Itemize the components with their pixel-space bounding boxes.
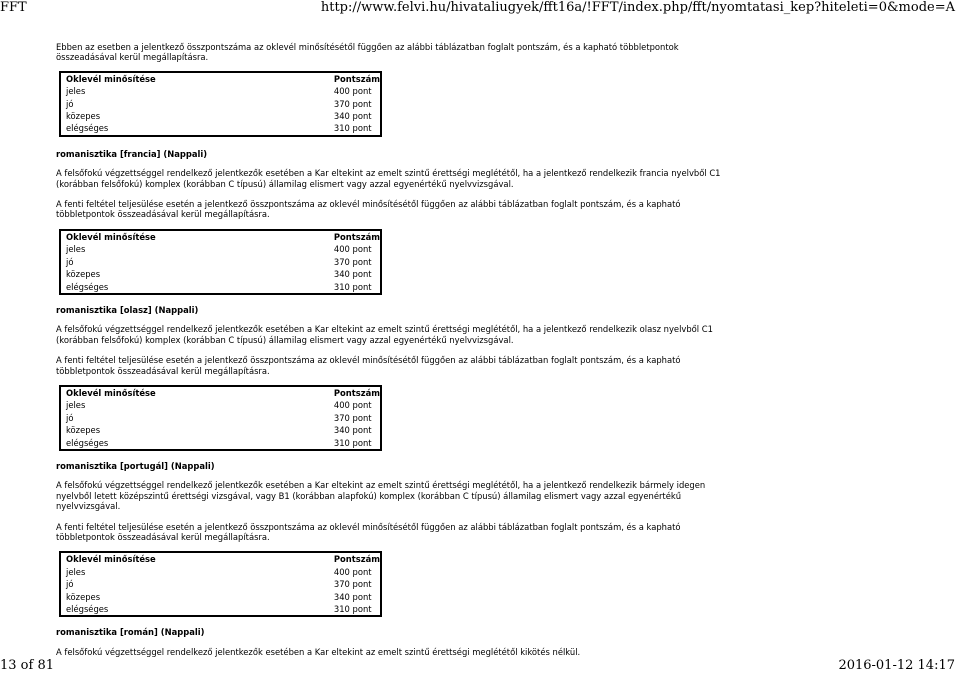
table-row (60, 110, 381, 122)
grade-column-header: Oklevél minősítése (66, 73, 156, 84)
section-paragraph-olasz-1: A felsőfokú végzettséggel rendelkező jelentkezők esetében a Kar eltekint az emelt szintű érettségi meglététől, ha a jelentkező rendelkezik olasz nyelvből C1 (korábban felsőfokú) komplex (korábban C típusú) államilag elismert vagy azzal egyenértékű nyelvvizsgával. (56, 324, 713, 345)
grade-cell: jeles (66, 244, 86, 255)
points-column-header: Pontszám (333, 387, 380, 398)
score-table-portugal (59, 551, 382, 617)
points-cell: 370 pont (333, 579, 372, 590)
grade-cell: elégséges (66, 123, 109, 134)
table-row (60, 603, 381, 616)
points-cell: 340 pont (333, 269, 372, 280)
page-number: 13 of 81 (0, 658, 54, 673)
grade-cell: jeles (66, 86, 86, 97)
points-cell: 400 pont (333, 86, 372, 97)
table-header-row (60, 552, 381, 565)
points-cell: 370 pont (333, 412, 372, 423)
points-cell: 310 pont (333, 604, 372, 615)
grade-cell: közepes (66, 111, 101, 122)
table-row (60, 98, 381, 110)
table-header-row (60, 230, 381, 243)
section-paragraph-francia-1: A felsőfokú végzettséggel rendelkező jelentkezők esetében a Kar eltekint az emelt szintű érettségi meglététől, ha a jelentkező rendelkezik francia nyelvből C1 (korábban felsőfokú) komplex (korábban C típusú) államilag elismert vagy azzal egyenértékű nyelvvizsgával. (56, 168, 721, 189)
table-row (60, 437, 381, 450)
table-row (60, 566, 381, 578)
points-cell: 310 pont (333, 281, 372, 292)
section-heading-roman: romanisztika [román] (Nappali) (56, 627, 205, 638)
grade-cell: közepes (66, 269, 101, 280)
print-datetime: 2016-01-12 14:17 (838, 658, 955, 673)
section-paragraph-francia-2: A fenti feltétel teljesülése esetén a jelentkező összpontszáma az oklevél minősítésétől függően az alábbi táblázatban foglalt pontszám, és a kapható többletpontok összeadásával kerül megállapításra. (56, 199, 681, 220)
points-column-header: Pontszám (333, 231, 380, 242)
table-row (60, 399, 381, 411)
points-cell: 370 pont (333, 256, 372, 267)
table-row (60, 243, 381, 255)
points-cell: 400 pont (333, 244, 372, 255)
grade-cell: jó (66, 98, 74, 109)
document-content (56, 42, 936, 657)
table-row (60, 412, 381, 424)
points-cell: 340 pont (333, 591, 372, 602)
grade-cell: elégséges (66, 604, 109, 615)
grade-cell: jó (66, 412, 74, 423)
table-row (60, 281, 381, 294)
table-row (60, 424, 381, 436)
table-row (60, 578, 381, 590)
table-row (60, 268, 381, 280)
section-paragraph-roman-1: A felsőfokú végzettséggel rendelkező jelentkezők esetében a Kar eltekint az emelt szintű érettségi meglététől kikötés nélkül. (56, 646, 581, 657)
section-paragraph-portugal-2: A fenti feltétel teljesülése esetén a jelentkező összpontszáma az oklevél minősítésétől függően az alábbi táblázatban foglalt pontszám, és a kapható többletpontok összeadásával kerül megállapításra. (56, 521, 681, 542)
points-cell: 340 pont (333, 111, 372, 122)
grade-cell: jó (66, 579, 74, 590)
table-row (60, 122, 381, 135)
grade-cell: közepes (66, 425, 101, 436)
points-cell: 400 pont (333, 566, 372, 577)
score-table-olasz (59, 385, 382, 451)
table-row (60, 85, 381, 97)
points-cell: 340 pont (333, 425, 372, 436)
points-column-header: Pontszám (333, 554, 380, 565)
score-table-intro (59, 71, 382, 137)
section-paragraph-olasz-2: A fenti feltétel teljesülése esetén a jelentkező összpontszáma az oklevél minősítésétől függően az alábbi táblázatban foglalt pontszám, és a kapható többletpontok összeadásával kerül megállapításra. (56, 355, 681, 376)
points-cell: 370 pont (333, 98, 372, 109)
points-column-header: Pontszám (333, 73, 380, 84)
grade-cell: közepes (66, 591, 101, 602)
grade-cell: elégséges (66, 281, 109, 292)
section-paragraph-portugal-1: A felsőfokú végzettséggel rendelkező jelentkezők esetében a Kar eltekint az emelt szintű érettségi meglététől, ha a jelentkező rendelkezik bármely idegen nyelvből letett középszintű érettségi vizsgával, vagy B1 (korábban alapfokú) komplex (korábban C típusú) államilag elismert vagy azzal egyenértékű nyelvvizsgával. (56, 480, 706, 512)
grade-cell: jó (66, 256, 74, 267)
points-cell: 400 pont (333, 400, 372, 411)
table-header-row (60, 386, 381, 399)
intro-paragraph: Ebben az esetben a jelentkező összpontszáma az oklevél minősítésétől függően az alábbi táblázatban foglalt pontszám, és a kapható többletpontok összeadásával kerül megállapításra. (56, 42, 679, 63)
grade-cell: jeles (66, 400, 86, 411)
section-heading-olasz: romanisztika [olasz] (Nappali) (56, 304, 199, 315)
section-heading-francia: romanisztika [francia] (Nappali) (56, 148, 208, 159)
score-table-francia (59, 229, 382, 295)
print-header-title: FFT (0, 0, 27, 15)
table-row (60, 256, 381, 268)
section-heading-portugal: romanisztika [portugál] (Nappali) (56, 460, 215, 471)
table-header-row (60, 72, 381, 85)
grade-column-header: Oklevél minősítése (66, 554, 156, 565)
table-row (60, 591, 381, 603)
grade-column-header: Oklevél minősítése (66, 231, 156, 242)
print-header-url: http://www.felvi.hu/hivataliugyek/fft16a/!FFT/index.php/fft/nyomtatasi_kep?hiteleti=0&mode=A (320, 0, 955, 15)
points-cell: 310 pont (333, 123, 372, 134)
grade-cell: jeles (66, 566, 86, 577)
grade-column-header: Oklevél minősítése (66, 387, 156, 398)
points-cell: 310 pont (333, 437, 372, 448)
grade-cell: elégséges (66, 437, 109, 448)
